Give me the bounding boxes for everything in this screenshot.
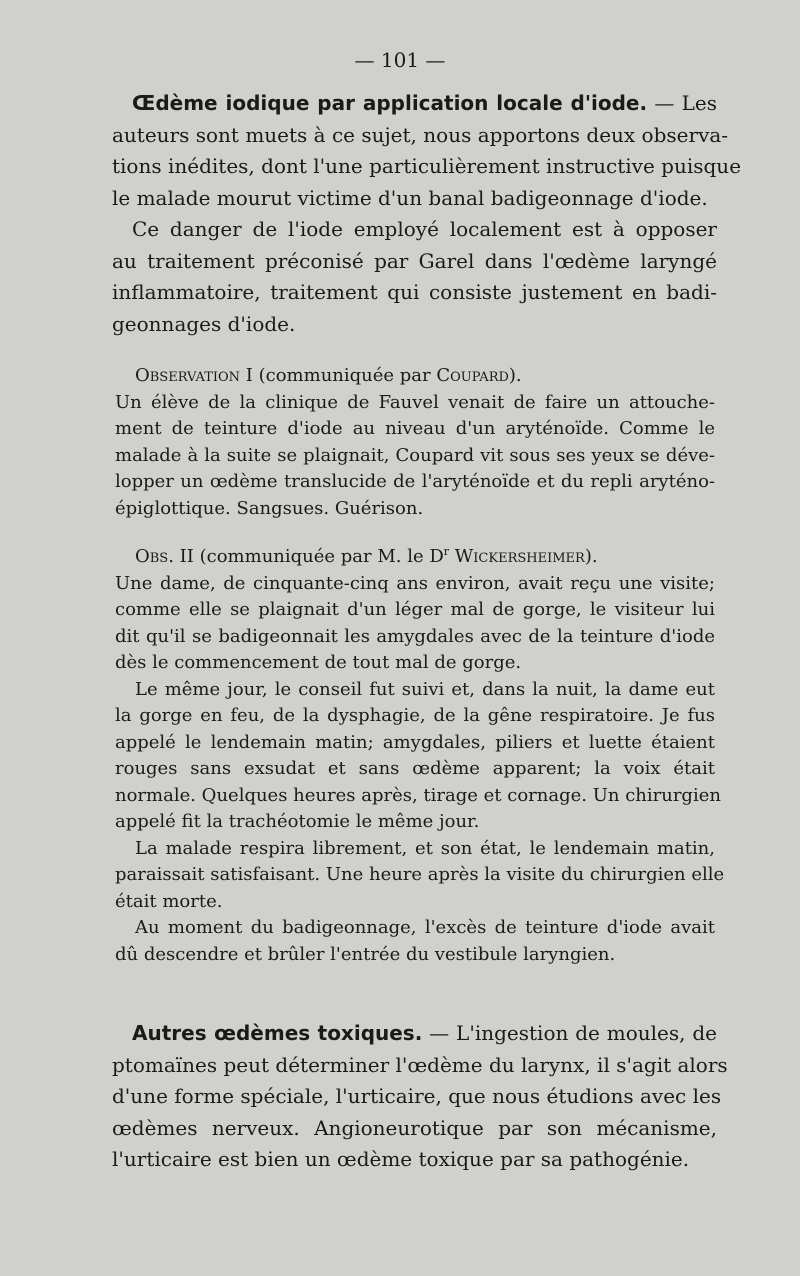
page-number: — 101 — [354, 48, 446, 72]
text-line: geonnages d'iode. [112, 311, 296, 336]
title-superscript: r [443, 545, 450, 558]
text-line: comme elle se plaignait d'un léger mal de gorge, le visiteur lui [115, 599, 715, 620]
text-line: appelé fit la trachéotomie le même jour. [115, 811, 480, 832]
observation-heading-line [115, 544, 715, 571]
heading-tail: — L'ingestion de moules, de [422, 1021, 717, 1045]
observation-intro: (communiquée par [252, 365, 437, 386]
section-heading-line [112, 1018, 717, 1050]
section-iodine-edema [112, 88, 742, 340]
text-line: dit qu'il se badigeonnait les amygdales avec de la teinture d'iode [115, 625, 715, 647]
observation-author: Wickersheimer [454, 546, 585, 567]
observation-intro: (communiquée par M. le D [193, 546, 444, 567]
observation-heading-line [115, 363, 715, 390]
text-line: dû descendre et brûler l'entrée du vestibule laryngien. [115, 943, 616, 965]
text-line: d'une forme spéciale, l'urticaire, que nous étudions avec les [112, 1084, 722, 1108]
text-line: dès le commencement de tout mal de gorge. [115, 652, 522, 673]
text-line: ment de teinture d'iode au niveau d'un aryténoïde. Comme le [115, 418, 715, 439]
text-line: le malade mourut victime d'un banal badigeonnage d'iode. [112, 185, 708, 210]
text-line: rouges sans exsudat et sans œdème apparent; la voix était [115, 758, 715, 779]
text-line: épiglottique. Sangsues. Guérison. [115, 497, 424, 519]
text-line: normale. Quelques heures après, tirage et cornage. Un chirurgien [115, 784, 721, 806]
text-line: auteurs sont muets à ce sujet, nous apportons deux observa- [112, 122, 729, 147]
observation-2 [115, 544, 725, 968]
text-line: appelé le lendemain matin; amygdales, piliers et luette étaient [115, 731, 715, 753]
text-line: œdèmes nerveux. Angioneurotique par son mécanisme, [112, 1115, 717, 1140]
observation-author: Coupard [436, 365, 509, 386]
observation-label: Observation I [135, 365, 253, 386]
text-line: Un élève de la clinique de Fauvel venait de faire un attouche- [115, 391, 715, 413]
text-line: Ce danger de l'iode employé localement est à opposer [132, 217, 717, 241]
text-line: ptomaïnes peut déterminer l'œdème du larynx, il s'agit alors [112, 1052, 728, 1077]
text-line: Au moment du badigeonnage, l'excès de teinture d'iode avait [135, 917, 715, 938]
text-line: lopper un œdème translucide de l'aryténoïde et du repli aryténo- [115, 471, 715, 492]
observation-intro-close: ). [508, 365, 522, 386]
observation-intro-close: ). [584, 546, 598, 567]
heading-tail: — Les [647, 91, 717, 115]
text-line: l'urticaire est bien un œdème toxique par sa pathogénie. [112, 1147, 690, 1171]
text-line: la gorge en feu, de la dysphagie, de la gêne respiratoire. Je fus [115, 705, 715, 726]
text-line: Une dame, de cinquante-cinq ans environ, avait reçu une visite; [115, 572, 715, 594]
section-heading: Œdème iodique par application locale d'iode. [132, 91, 648, 115]
section-heading-line [112, 88, 717, 120]
text-line: malade à la suite se plaignait, Coupard vit sous ses yeux se déve- [115, 444, 715, 466]
text-line: au traitement préconisé par Garel dans l'œdème laryngé [112, 248, 717, 273]
text-line: tions inédites, dont l'une particulièrement instructive puisque [112, 154, 742, 178]
observation-label: Obs. II [135, 546, 194, 567]
text-line: La malade respira librement, et son état, le lendemain matin, [135, 837, 715, 859]
text-line: Le même jour, le conseil fut suivi et, dans la nuit, la dame eut [135, 678, 715, 700]
observation-1 [115, 363, 715, 522]
section-heading: Autres œdèmes toxiques. [132, 1021, 423, 1045]
text-line: inflammatoire, traitement qui consiste justement en badi- [112, 280, 717, 304]
section-toxic-edemas [112, 1018, 728, 1176]
text-line: était morte. [115, 890, 223, 912]
text-line: paraissait satisfaisant. Une heure après la visite du chirurgien elle [115, 864, 725, 885]
